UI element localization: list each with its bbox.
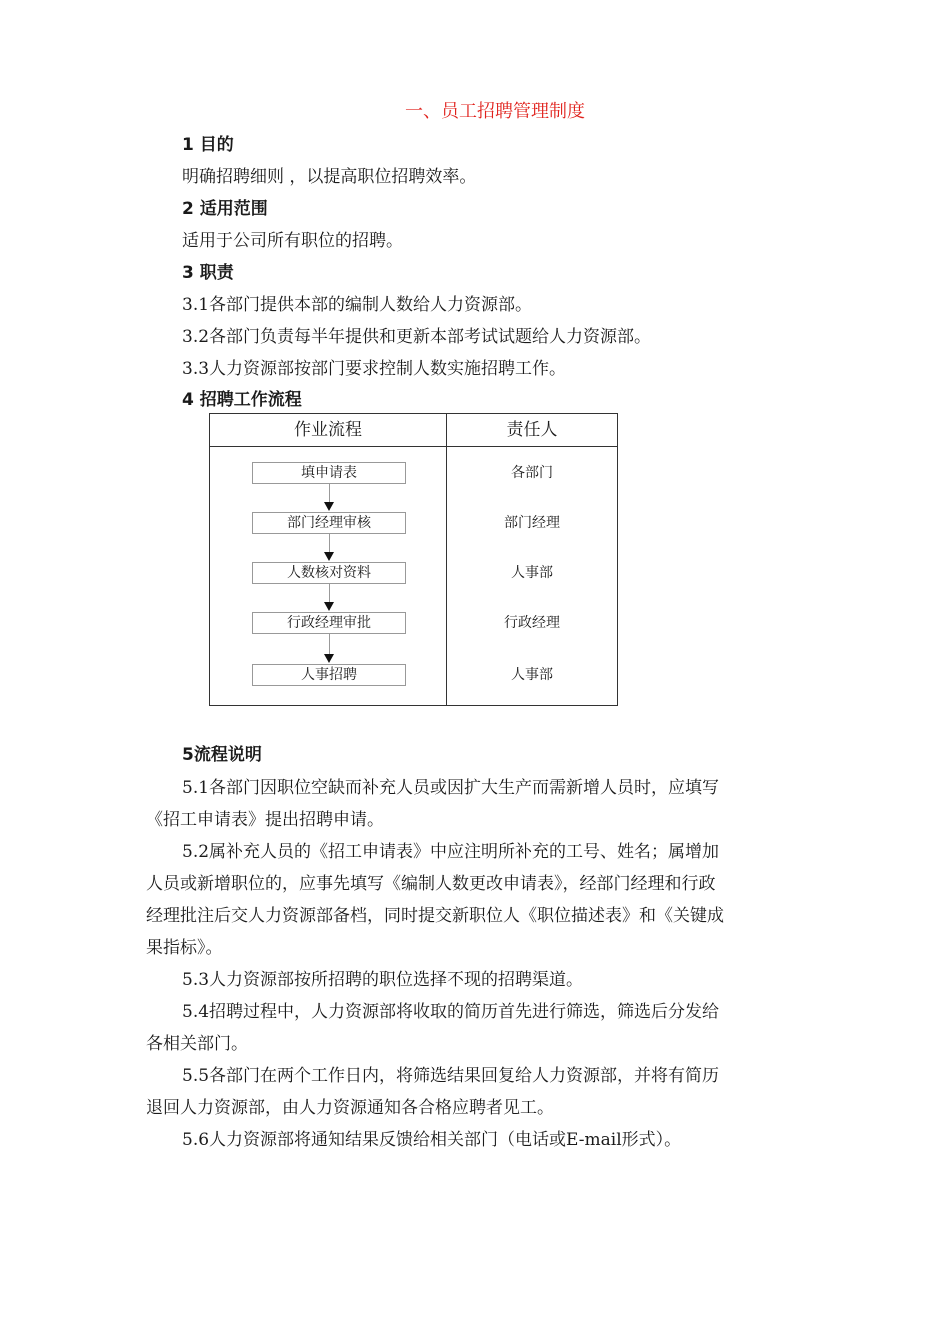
flow-step-1: 填申请表 xyxy=(252,462,406,484)
section-3-item-1: 3.1各部门提供本部的编制人数给人力资源部。 xyxy=(182,295,533,315)
para-line: 经理批注后交人力资源部备档，同时提交新职位人《职位描述表》和《关键成 xyxy=(146,906,724,926)
para-line: 5.5各部门在两个工作日内，将筛选结果回复给人力资源部，并将有简历 xyxy=(182,1066,720,1086)
flow-step-4: 行政经理审批 xyxy=(252,612,406,634)
flow-connector-1 xyxy=(329,484,330,504)
para-line: 各相关部门。 xyxy=(146,1034,248,1054)
arrow-down-icon xyxy=(324,602,334,611)
section-5-para-6 xyxy=(146,1124,796,1156)
section-5-heading: 5流程说明 xyxy=(182,745,262,765)
section-1-heading: 1 目的 xyxy=(182,135,234,155)
section-5-para-3 xyxy=(146,964,796,996)
header-process: 作业流程 xyxy=(294,420,362,440)
section-5-para-4 xyxy=(146,996,796,1060)
page-title: 一、员工招聘管理制度 xyxy=(405,101,585,122)
section-2-text: 适用于公司所有职位的招聘。 xyxy=(182,231,403,251)
header-owner: 责任人 xyxy=(506,420,558,440)
flow-owner-2: 部门经理 xyxy=(504,515,560,531)
flow-step-2: 部门经理审核 xyxy=(252,512,406,534)
flow-owner-5: 人事部 xyxy=(511,667,553,683)
flow-step-3: 人数核对资料 xyxy=(252,562,406,584)
para-line: 5.2属补充人员的《招工申请表》中应注明所补充的工号、姓名；属增加 xyxy=(182,842,720,862)
section-3-item-2: 3.2各部门负责每半年提供和更新本部考试试题给人力资源部。 xyxy=(182,327,652,347)
para-line: 5.6人力资源部将通知结果反馈给相关部门（电话或E-mail形式）。 xyxy=(182,1130,682,1150)
arrow-down-icon xyxy=(324,552,334,561)
section-1-text: 明确招聘细则 ，以提高职位招聘效率。 xyxy=(182,167,477,187)
para-line: 5.4招聘过程中，人力资源部将收取的简历首先进行筛选，筛选后分发给 xyxy=(182,1002,720,1022)
section-2-heading: 2 适用范围 xyxy=(182,199,268,219)
para-line: 5.1各部门因职位空缺而补充人员或因扩大生产而需新增人员时，应填写 xyxy=(182,778,720,798)
para-line: 《招工申请表》提出招聘申请。 xyxy=(146,810,384,830)
flow-connector-4 xyxy=(329,634,330,656)
flow-connector-3 xyxy=(329,584,330,604)
section-5-para-1 xyxy=(146,772,796,836)
section-3-item-3: 3.3人力资源部按部门要求控制人数实施招聘工作。 xyxy=(182,359,567,379)
flow-table xyxy=(209,413,618,706)
para-line: 5.3人力资源部按所招聘的职位选择不现的招聘渠道。 xyxy=(182,970,584,990)
flow-owner-3: 人事部 xyxy=(511,565,553,581)
section-3-heading: 3 职责 xyxy=(182,263,234,283)
flow-connector-2 xyxy=(329,534,330,554)
flow-step-5: 人事招聘 xyxy=(252,664,406,686)
flow-owner-4: 行政经理 xyxy=(504,615,560,631)
section-4-heading: 4 招聘工作流程 xyxy=(182,390,302,410)
para-line: 人员或新增职位的，应事先填写《编制人数更改申请表》，经部门经理和行政 xyxy=(146,874,716,894)
flow-owner-1: 各部门 xyxy=(511,465,553,481)
para-line: 果指标》。 xyxy=(146,938,223,958)
section-5-para-2 xyxy=(146,836,796,964)
column-divider xyxy=(446,414,447,705)
arrow-down-icon xyxy=(324,654,334,663)
para-line: 退回人力资源部，由人力资源通知各合格应聘者见工。 xyxy=(146,1098,554,1118)
arrow-down-icon xyxy=(324,502,334,511)
section-5-para-5 xyxy=(146,1060,796,1124)
